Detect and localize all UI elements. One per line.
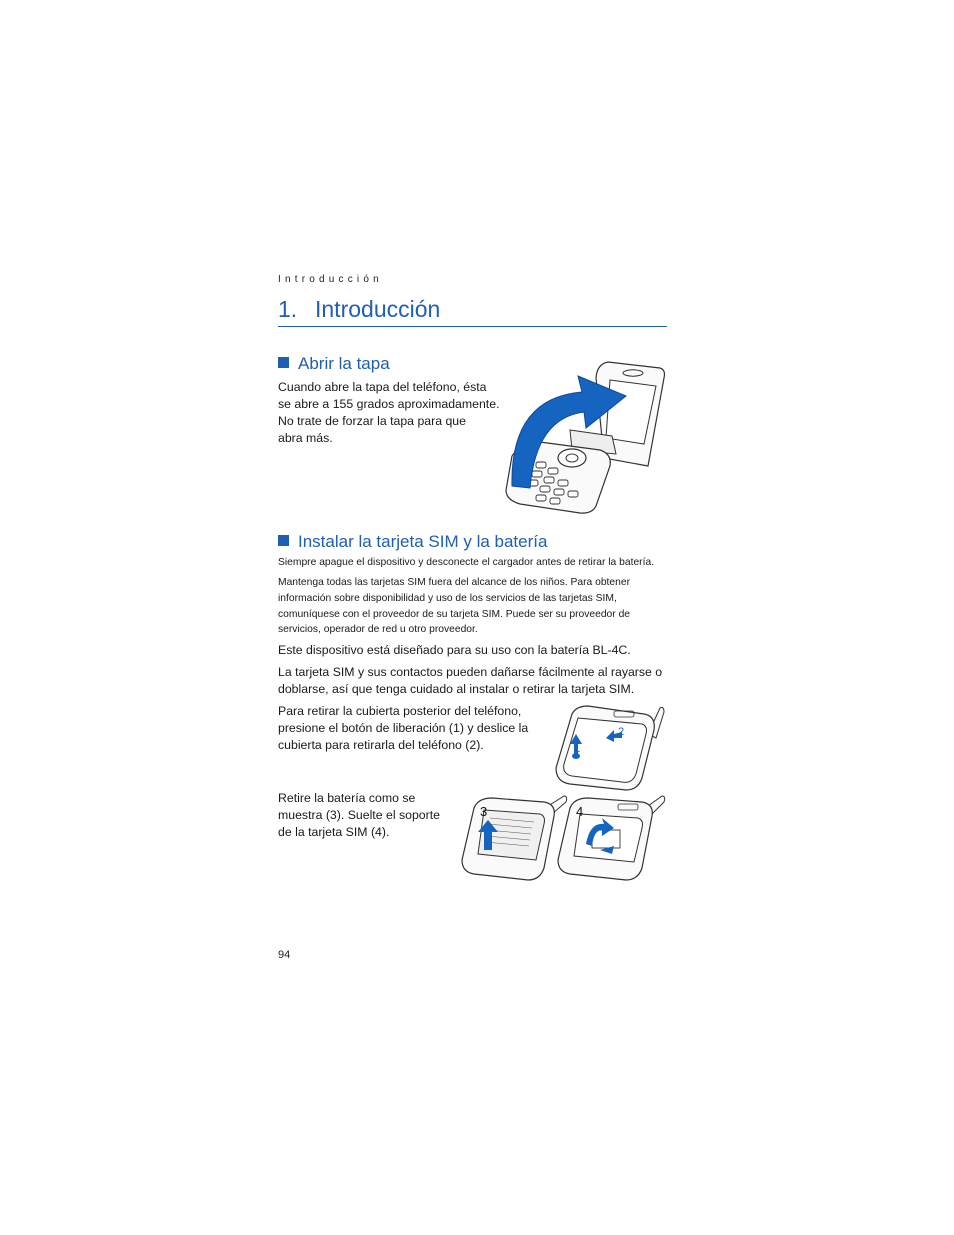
text-line: muestra (3). Suelte el soporte — [278, 808, 440, 822]
remove-battery-instructions — [278, 790, 440, 841]
step-3-label: 3 — [480, 804, 488, 819]
sim-care-paragraph — [278, 664, 662, 698]
remove-back-cover-illustration — [552, 704, 668, 794]
text-line: presione el botón de liberación (1) y deslice la — [278, 721, 529, 735]
chapter-number: 1. — [278, 296, 298, 322]
text-line: La tarjeta SIM y sus contactos pueden dañarse fácilmente al rayarse o — [278, 665, 663, 679]
running-header: Introducción — [278, 274, 383, 285]
remove-battery-illustration — [460, 794, 570, 884]
chapter-title — [278, 296, 667, 327]
remove-cover-instructions — [278, 703, 528, 754]
text-line: cubierta para retirarla del teléfono (2). — [278, 738, 484, 752]
phone-flip-open-illustration — [500, 358, 668, 518]
heading-square-icon — [278, 357, 289, 368]
section-heading-install-sim — [278, 532, 547, 552]
text-line: Retire la batería como se — [278, 791, 416, 805]
step-2-label: 2 — [618, 726, 625, 738]
text-line: servicios, operador de red u otro proveedor. — [278, 624, 478, 636]
section-heading-text: Instalar la tarjeta SIM y la batería — [298, 532, 548, 551]
heading-square-icon — [278, 535, 289, 546]
step-4-label: 4 — [576, 804, 584, 819]
text-line: Mantenga todas las tarjetas SIM fuera del alcance de los niños. Para obtener — [278, 577, 631, 588]
safety-note-children — [278, 575, 630, 638]
safety-note-charger: Siempre apague el dispositivo y desconecte el cargador antes de retirar la batería. — [278, 557, 655, 568]
release-sim-holder-illustration — [556, 794, 668, 884]
open-cover-paragraph — [278, 379, 499, 447]
text-line: abra más. — [278, 431, 333, 445]
text-line: información sobre disponibilidad y uso de los servicios de las tarjetas SIM, — [278, 592, 617, 604]
text-line: No trate de forzar la tapa para que — [278, 414, 466, 428]
text-line: Para retirar la cubierta posterior del teléfono, — [278, 704, 522, 718]
text-line: de la tarjeta SIM (4). — [278, 825, 390, 839]
text-line: comuníquese con el proveedor de su tarjeta SIM. Puede ser su proveedor de — [278, 608, 631, 620]
page-number: 94 — [278, 949, 291, 961]
text-line: Cuando abre la tapa del teléfono, ésta — [278, 380, 487, 394]
text-line: se abre a 155 grados aproximadamente. — [278, 397, 500, 411]
battery-model-paragraph: Este dispositivo está diseñado para su uso con la batería BL-4C. — [278, 643, 631, 657]
step-1-label: 1 — [574, 743, 581, 755]
chapter-title-text: Introducción — [315, 296, 441, 322]
section-heading-open-cover — [278, 354, 390, 374]
section-heading-text: Abrir la tapa — [298, 354, 390, 373]
text-line: doblarse, así que tenga cuidado al instalar o retirar la tarjeta SIM. — [278, 682, 635, 696]
